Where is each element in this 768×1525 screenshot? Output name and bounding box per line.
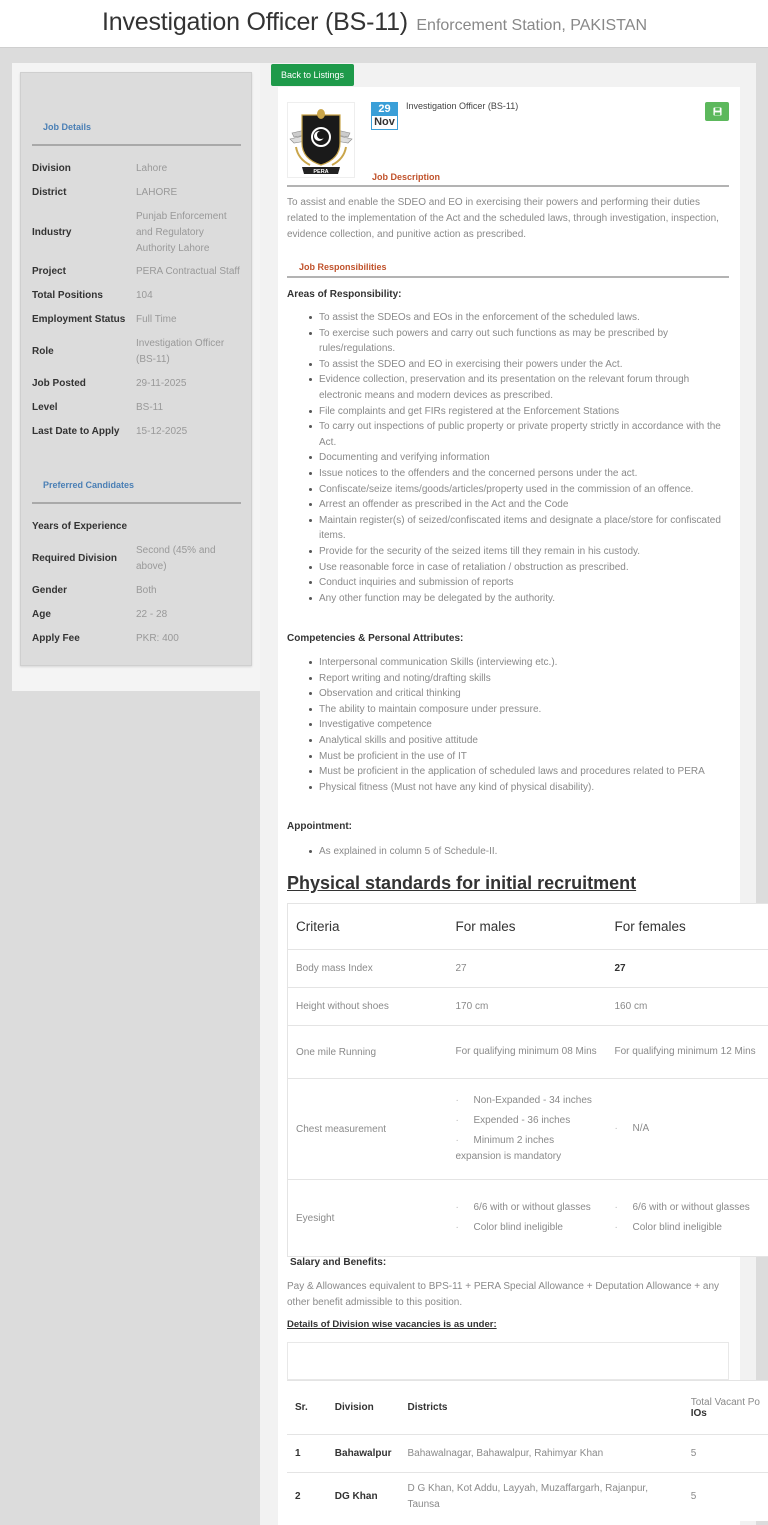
cell: For qualifying minimum 12 Mins [607,1026,768,1079]
table-row [288,1026,768,1079]
job-responsibilities-heading: Job Responsibilities [299,262,387,272]
date-day: 29 [372,103,397,116]
pref-value: Second (45% and above) [136,545,216,572]
detail-value: Investigation Officer (BS-11) [136,338,225,365]
pera-emblem-icon [288,103,354,177]
cell-list-item: · Color blind ineligible [614,1222,722,1233]
detail-label: Job Posted [32,378,86,389]
list-item: Evidence collection, preservation and its presentation on the relevant forum through electronic means and modern devices as prescribed. [309,372,729,403]
date-month: Nov [374,116,395,128]
cell [448,1079,607,1180]
cell: DG Khan [327,1473,400,1521]
pera-logo [287,102,355,178]
cell: For qualifying minimum 08 Mins [448,1026,607,1079]
pref-row-experience [32,519,247,535]
list-item: Any other function may be delegated by the authority. [309,591,729,607]
table-row [287,1473,768,1521]
detail-value: Lahore [136,163,168,174]
competencies-heading: Competencies & Personal Attributes: [287,633,464,644]
list-item: Use reasonable force in case of retaliation / obstruction as prescribed. [309,560,729,576]
cell: 160 cm [607,988,768,1026]
list-item: Must be proficient in the use of IT [309,749,729,765]
column-header: Criteria [288,904,448,950]
preferred-candidates-heading: Preferred Candidates [43,480,135,490]
cell: 170 cm [448,988,607,1026]
cell [607,1180,768,1257]
list-item: Investigative competence [309,717,729,733]
cell: 1 [287,1435,327,1473]
cell-list-item: · 6/6 with or without glasses [455,1202,591,1213]
list-item: To assist the SDEOs and EOs in the enforcement of the scheduled laws. [309,310,729,326]
detail-row-project [32,264,247,280]
pref-label: Age [32,609,51,620]
table-header-row [287,1381,768,1435]
job-title-heading: Investigation Officer (BS-11) [102,8,408,36]
cell: 5 [683,1435,768,1473]
detail-row-job-posted [32,376,247,392]
salary-text: Pay & Allowances equivalent to BPS-11 + PERA Special Allowance + Deputation Allowance + any other benefit admissible to this position. [287,1281,720,1308]
table-row [288,950,768,988]
list-item: As explained in column 5 of Schedule-II. [309,844,729,860]
detail-label: Last Date to Apply [32,426,120,437]
detail-row-last-date [32,424,247,440]
job-details-heading: Job Details [43,122,92,132]
job-description-heading: Job Description [372,172,441,182]
list-item: Confiscate/seize items/goods/articles/property used in the commission of an offence. [309,482,729,498]
divider [287,185,729,187]
detail-label: Employment Status [32,314,126,325]
cell: 2 [287,1473,327,1521]
appointment-heading: Appointment: [287,821,352,832]
list-item: To exercise such powers and carry out such functions as may be prescribed by rules/regulations. [309,326,729,357]
column-header: For males [448,904,607,950]
empty-box [287,1342,729,1380]
pref-value: 22 - 28 [136,609,168,620]
job-description-text: To assist and enable the SDEO and EO in exercising their powers and performing their duties related to the implementation of the Act and the scheduled laws, through investigation, inspection, evidence collection, and punitive action as prescribed. [287,197,719,240]
physical-standards-heading: Physical standards for initial recruitment [287,873,637,893]
detail-value: PERA Contractual Staff [136,266,240,277]
pref-label: Required Division [32,553,118,564]
cell: 27 [448,950,607,988]
list-item: Analytical skills and positive attitude [309,733,729,749]
areas-list [309,310,729,606]
detail-label: Division [32,163,71,174]
pref-row-gender [32,583,247,599]
list-item: Maintain register(s) of seized/confiscated items and designate a place/store for confiscated items. [309,513,729,544]
pref-row-required-division [32,543,247,575]
list-item: Issue notices to the offenders and the concerned persons under the act. [309,466,729,482]
cell-list-item: · N/A [614,1123,650,1134]
detail-label: District [32,187,67,198]
list-item: Interpersonal communication Skills (interviewing etc.). [309,655,729,671]
list-item: Provide for the security of the seized items till they remain in his custody. [309,544,729,560]
page-title [102,8,647,37]
cell: 27 [607,950,768,988]
cell [448,1180,607,1257]
job-location: Enforcement Station, PAKISTAN [416,17,647,34]
detail-label: Level [32,402,58,413]
cell-list-item: · 6/6 with or without glasses [614,1202,750,1213]
vacancies-heading: Details of Division wise vacancies is as under: [287,1319,497,1330]
page-header [0,0,768,48]
job-title: Investigation Officer (BS-11) [406,101,519,111]
detail-label: Role [32,346,54,357]
cell: 5 [683,1473,768,1521]
list-item: To assist the SDEO and EO in exercising their powers under the Act. [309,357,729,373]
column-header: Districts [399,1381,682,1435]
physical-standards-table [287,903,768,1257]
detail-row-total-positions [32,288,247,304]
list-item: Observation and critical thinking [309,686,729,702]
detail-row-level [32,400,247,416]
cell: D G Khan, Kot Addu, Layyah, Muzaffargarh, Rajanpur, Taunsa [399,1473,682,1521]
cell: Height without shoes [288,988,448,1026]
list-item: To carry out inspections of public property or private property strictly in accordance with the Act. [309,419,729,450]
table-row [288,1180,768,1257]
detail-row-district [32,185,247,201]
floppy-disk-icon [713,107,722,116]
list-item: The ability to maintain composure under pressure. [309,702,729,718]
pref-label: Gender [32,585,68,596]
list-item: Physical fitness (Must not have any kind of physical disability). [309,780,729,796]
detail-row-division [32,161,247,177]
divider [287,276,729,278]
table-row [288,988,768,1026]
competencies-list [309,655,729,795]
list-item: Documenting and verifying information [309,450,729,466]
pref-value: PKR: 400 [136,633,179,644]
list-item: Must be proficient in the application of scheduled laws and procedures related to PERA [309,764,729,780]
detail-value: 15-12-2025 [136,426,188,437]
vacancies-table [287,1380,768,1521]
column-header: Total Vacant Po IOs [683,1381,768,1435]
table-row [288,1079,768,1180]
cell-list-item: · Minimum 2 inches expansion is mandatory [455,1135,562,1162]
job-details-sidebar [20,72,252,666]
column-header: Division [327,1381,400,1435]
list-item: File complaints and get FIRs registered at the Enforcement Stations [309,404,729,420]
pref-row-age [32,607,247,623]
table-row [287,1435,768,1473]
cell: Eyesight [288,1180,448,1257]
cell: Body mass Index [288,950,448,988]
column-header: For females [607,904,768,950]
cell [607,1079,768,1180]
detail-row-employment-status [32,312,247,328]
posted-date-badge [371,102,398,130]
cell: One mile Running [288,1026,448,1079]
save-job-button[interactable] [705,102,729,121]
table-header-row [288,904,768,950]
cell: Bahawalnagar, Bahawalpur, Rahimyar Khan [399,1435,682,1473]
pref-value: Both [136,585,157,596]
pref-label: Years of Experience [32,521,128,532]
divider [32,144,241,146]
cell-list-item: · Expended - 36 inches [455,1115,571,1126]
detail-label: Industry [32,227,72,238]
detail-value: BS-11 [136,402,164,413]
column-header: Sr. [287,1381,327,1435]
appointment-list [309,844,729,860]
detail-value: 29-11-2025 [136,378,187,389]
divider [32,502,241,504]
detail-value: 104 [136,290,153,301]
salary-heading: Salary and Benefits: [290,1257,387,1268]
cell: Bahawalpur [327,1435,400,1473]
svg-text:PERA: PERA [313,169,329,175]
cell-list-item: · Non-Expanded - 34 inches [455,1095,592,1106]
cell-list-item: · Color blind ineligible [455,1222,563,1233]
detail-value: LAHORE [136,187,178,198]
cell: Chest measurement [288,1079,448,1180]
list-item: Report writing and noting/drafting skills [309,671,729,687]
list-item: Conduct inquiries and submission of reports [309,575,729,591]
detail-row-role [32,336,247,368]
pref-row-apply-fee [32,631,247,647]
pref-label: Apply Fee [32,633,80,644]
back-to-listings-button[interactable]: Back to Listings [271,64,354,86]
list-item: Arrest an offender as prescribed in the Act and the Code [309,497,729,513]
areas-heading: Areas of Responsibility: [287,289,402,300]
detail-value: Punjab Enforcement and Regulatory Authority Lahore [136,211,227,254]
detail-value: Full Time [136,314,177,325]
detail-label: Total Positions [32,290,103,301]
detail-row-industry [32,209,247,257]
detail-label: Project [32,266,66,277]
